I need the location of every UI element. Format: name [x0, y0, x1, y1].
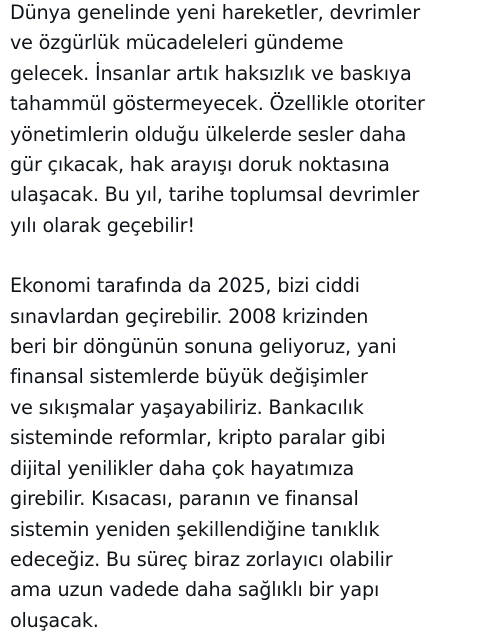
text-line: Dünya genelinde yeni hareketler, devrimler: [10, 1, 420, 24]
paragraph-1: [10, 0, 490, 241]
text-line: edeceğiz. Bu süreç biraz zorlayıcı olabilir: [10, 547, 393, 571]
text-line: ve sıkışmalar yaşayabiliriz. Bankacılık: [10, 395, 364, 419]
text-line: tahammül göstermeyecek. Özellikle otoriter: [10, 92, 425, 116]
paragraph-2: [10, 271, 490, 636]
text-line: ulaşacak. Bu yıl, tarihe toplumsal devrimler: [10, 183, 420, 207]
text-line: yönetimlerin olduğu ülkelerde sesler daha: [10, 122, 407, 146]
text-line: girebilir. Kısacası, paranın ve finansal: [10, 487, 359, 511]
text-line: sınavlardan geçirebilir. 2008 krizinden: [10, 304, 369, 328]
text-line: finansal sistemlerde büyük değişimler: [10, 365, 368, 389]
text-line: sisteminde reformlar, kripto paralar gibi: [10, 426, 386, 450]
text-line: Ekonomi tarafında da 2025, bizi ciddi: [10, 274, 360, 298]
text-line: oluşacak.: [10, 608, 99, 632]
text-line: gür çıkacak, hak arayışı doruk noktasına: [10, 153, 390, 177]
text-line: yılı olarak geçebilir!: [10, 213, 195, 237]
text-line: beri bir döngünün sonuna geliyoruz, yani: [10, 335, 397, 359]
text-line: sistemin yeniden şekillendiğine tanıklık: [10, 517, 380, 541]
text-line: ve özgürlük mücadeleleri gündeme: [10, 31, 344, 55]
text-line: gelecek. İnsanlar artık haksızlık ve baskıya: [10, 61, 412, 85]
text-line: ama uzun vadede daha sağlıklı bir yapı: [10, 578, 380, 602]
text-line: dijital yenilikler daha çok hayatımıza: [10, 456, 355, 480]
